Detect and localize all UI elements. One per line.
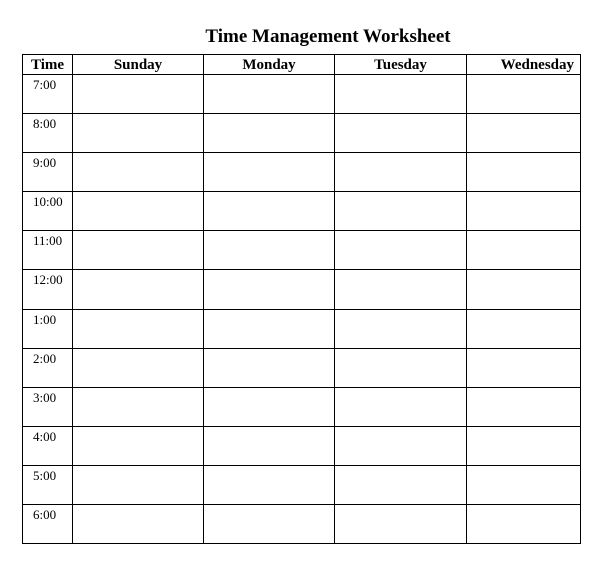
- wednesday-cell[interactable]: [467, 114, 581, 153]
- header-time: Time: [23, 55, 73, 75]
- tuesday-cell[interactable]: [335, 465, 467, 504]
- time-label: 5:00: [23, 465, 73, 504]
- table-row: [23, 387, 581, 426]
- header-sunday: Sunday: [73, 55, 204, 75]
- monday-cell[interactable]: [204, 505, 335, 544]
- header-tuesday: Tuesday: [335, 55, 467, 75]
- table-row: [23, 465, 581, 504]
- sunday-cell[interactable]: [73, 270, 204, 309]
- time-label: 10:00: [23, 192, 73, 231]
- wednesday-cell[interactable]: [467, 309, 581, 348]
- wednesday-cell[interactable]: [467, 270, 581, 309]
- time-label: 7:00: [23, 75, 73, 114]
- header-row: [23, 55, 581, 75]
- sunday-cell[interactable]: [73, 348, 204, 387]
- table-row: [23, 231, 581, 270]
- wednesday-cell[interactable]: [467, 387, 581, 426]
- table-row: [23, 153, 581, 192]
- time-label: 3:00: [23, 387, 73, 426]
- monday-cell[interactable]: [204, 231, 335, 270]
- monday-cell[interactable]: [204, 192, 335, 231]
- time-label: 12:00: [23, 270, 73, 309]
- wednesday-cell[interactable]: [467, 153, 581, 192]
- time-label: 2:00: [23, 348, 73, 387]
- tuesday-cell[interactable]: [335, 505, 467, 544]
- tuesday-cell[interactable]: [335, 192, 467, 231]
- monday-cell[interactable]: [204, 153, 335, 192]
- tuesday-cell[interactable]: [335, 309, 467, 348]
- tuesday-cell[interactable]: [335, 426, 467, 465]
- tuesday-cell[interactable]: [335, 114, 467, 153]
- table-row: [23, 426, 581, 465]
- table-row: [23, 270, 581, 309]
- time-label: 9:00: [23, 153, 73, 192]
- sunday-cell[interactable]: [73, 231, 204, 270]
- sunday-cell[interactable]: [73, 153, 204, 192]
- table-row: [23, 309, 581, 348]
- tuesday-cell[interactable]: [335, 387, 467, 426]
- tuesday-cell[interactable]: [335, 153, 467, 192]
- tuesday-cell[interactable]: [335, 270, 467, 309]
- time-label: 11:00: [23, 231, 73, 270]
- table-row: [23, 192, 581, 231]
- monday-cell[interactable]: [204, 465, 335, 504]
- header-monday: Monday: [204, 55, 335, 75]
- wednesday-cell[interactable]: [467, 426, 581, 465]
- tuesday-cell[interactable]: [335, 231, 467, 270]
- table-row: [23, 505, 581, 544]
- sunday-cell[interactable]: [73, 465, 204, 504]
- time-label: 6:00: [23, 505, 73, 544]
- sunday-cell[interactable]: [73, 505, 204, 544]
- monday-cell[interactable]: [204, 270, 335, 309]
- tuesday-cell[interactable]: [335, 75, 467, 114]
- sunday-cell[interactable]: [73, 309, 204, 348]
- sunday-cell[interactable]: [73, 192, 204, 231]
- wednesday-cell[interactable]: [467, 348, 581, 387]
- wednesday-cell[interactable]: [467, 505, 581, 544]
- worksheet-title: Time Management Worksheet: [205, 26, 451, 47]
- time-label: 8:00: [23, 114, 73, 153]
- sunday-cell[interactable]: [73, 387, 204, 426]
- monday-cell[interactable]: [204, 426, 335, 465]
- table-row: [23, 348, 581, 387]
- time-label: 4:00: [23, 426, 73, 465]
- monday-cell[interactable]: [204, 387, 335, 426]
- monday-cell[interactable]: [204, 75, 335, 114]
- sunday-cell[interactable]: [73, 114, 204, 153]
- time-label: 1:00: [23, 309, 73, 348]
- wednesday-cell[interactable]: [467, 465, 581, 504]
- table-row: [23, 114, 581, 153]
- wednesday-cell[interactable]: [467, 75, 581, 114]
- monday-cell[interactable]: [204, 348, 335, 387]
- header-wednesday: Wednesday: [467, 55, 581, 75]
- monday-cell[interactable]: [204, 114, 335, 153]
- schedule-table: [22, 54, 581, 544]
- wednesday-cell[interactable]: [467, 192, 581, 231]
- tuesday-cell[interactable]: [335, 348, 467, 387]
- sunday-cell[interactable]: [73, 426, 204, 465]
- table-row: [23, 75, 581, 114]
- monday-cell[interactable]: [204, 309, 335, 348]
- sunday-cell[interactable]: [73, 75, 204, 114]
- wednesday-cell[interactable]: [467, 231, 581, 270]
